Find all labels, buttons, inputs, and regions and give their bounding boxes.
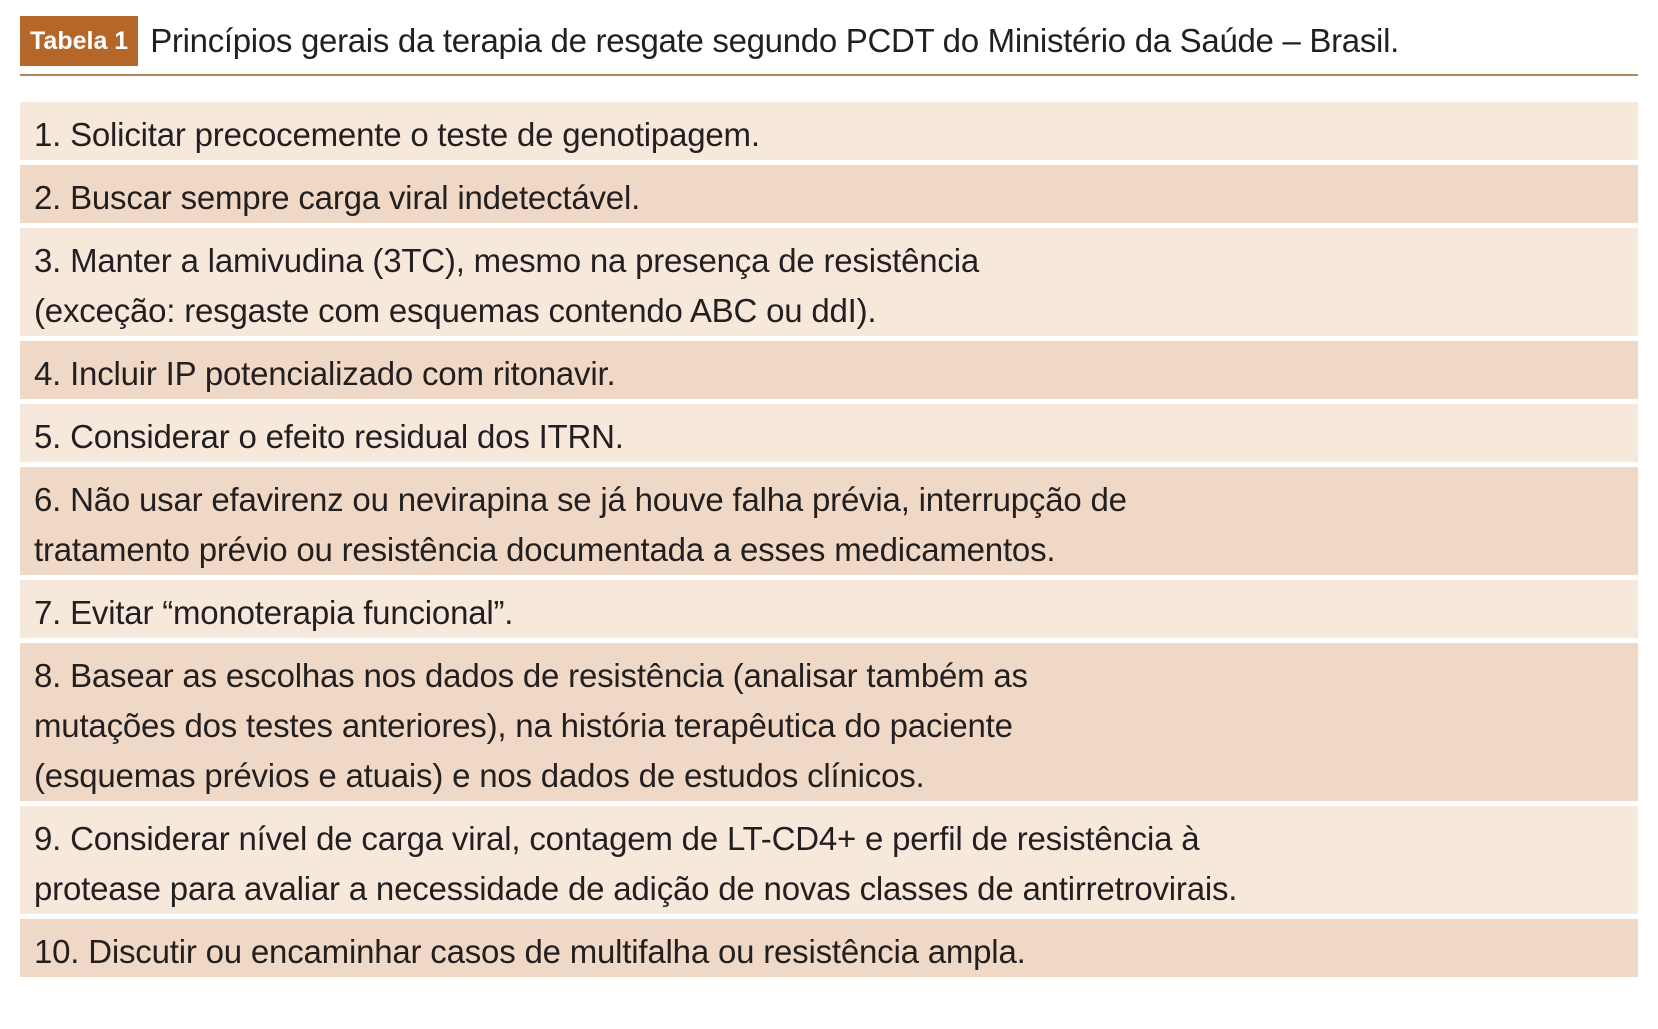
- table-row: [20, 580, 1638, 638]
- row-text: 2. Buscar sempre carga viral indetectável.: [34, 179, 641, 216]
- principles-table: [20, 102, 1638, 982]
- table-row: [20, 102, 1638, 160]
- row-text: (esquemas prévios e atuais) e nos dados de estudos clínicos.: [34, 757, 925, 794]
- table-header: [20, 16, 1638, 76]
- row-text: 4. Incluir IP potencializado com ritonavir.: [34, 355, 616, 392]
- row-text: mutações dos testes anteriores), na história terapêutica do paciente: [34, 707, 1013, 744]
- table-title: Princípios gerais da terapia de resgate segundo PCDT do Ministério da Saúde – Brasil.: [150, 22, 1399, 59]
- table-row: [20, 806, 1638, 914]
- row-text: 8. Basear as escolhas nos dados de resistência (analisar também as: [34, 657, 1028, 694]
- row-text: 7. Evitar “monoterapia funcional”.: [34, 594, 514, 631]
- table-row: [20, 919, 1638, 977]
- table-row: [20, 643, 1638, 801]
- row-text: 10. Discutir ou encaminhar casos de multifalha ou resistência ampla.: [34, 933, 1026, 970]
- table-row: [20, 165, 1638, 223]
- row-text: 1. Solicitar precocemente o teste de genotipagem.: [34, 116, 760, 153]
- row-text: 6. Não usar efavirenz ou nevirapina se já houve falha prévia, interrupção de: [34, 481, 1127, 518]
- table-label-badge: Tabela 1: [20, 16, 138, 66]
- row-text: protease para avaliar a necessidade de adição de novas classes de antirretrovirais.: [34, 870, 1238, 907]
- row-text: 5. Considerar o efeito residual dos ITRN.: [34, 418, 624, 455]
- table-row: [20, 404, 1638, 462]
- table-row: [20, 467, 1638, 575]
- row-text: (exceção: resgaste com esquemas contendo ABC ou ddI).: [34, 292, 877, 329]
- table-row: [20, 228, 1638, 336]
- row-text: tratamento prévio ou resistência documentada a esses medicamentos.: [34, 531, 1056, 568]
- row-text: 9. Considerar nível de carga viral, contagem de LT-CD4+ e perfil de resistência à: [34, 820, 1200, 857]
- table-row: [20, 341, 1638, 399]
- row-text: 3. Manter a lamivudina (3TC), mesmo na presença de resistência: [34, 242, 980, 279]
